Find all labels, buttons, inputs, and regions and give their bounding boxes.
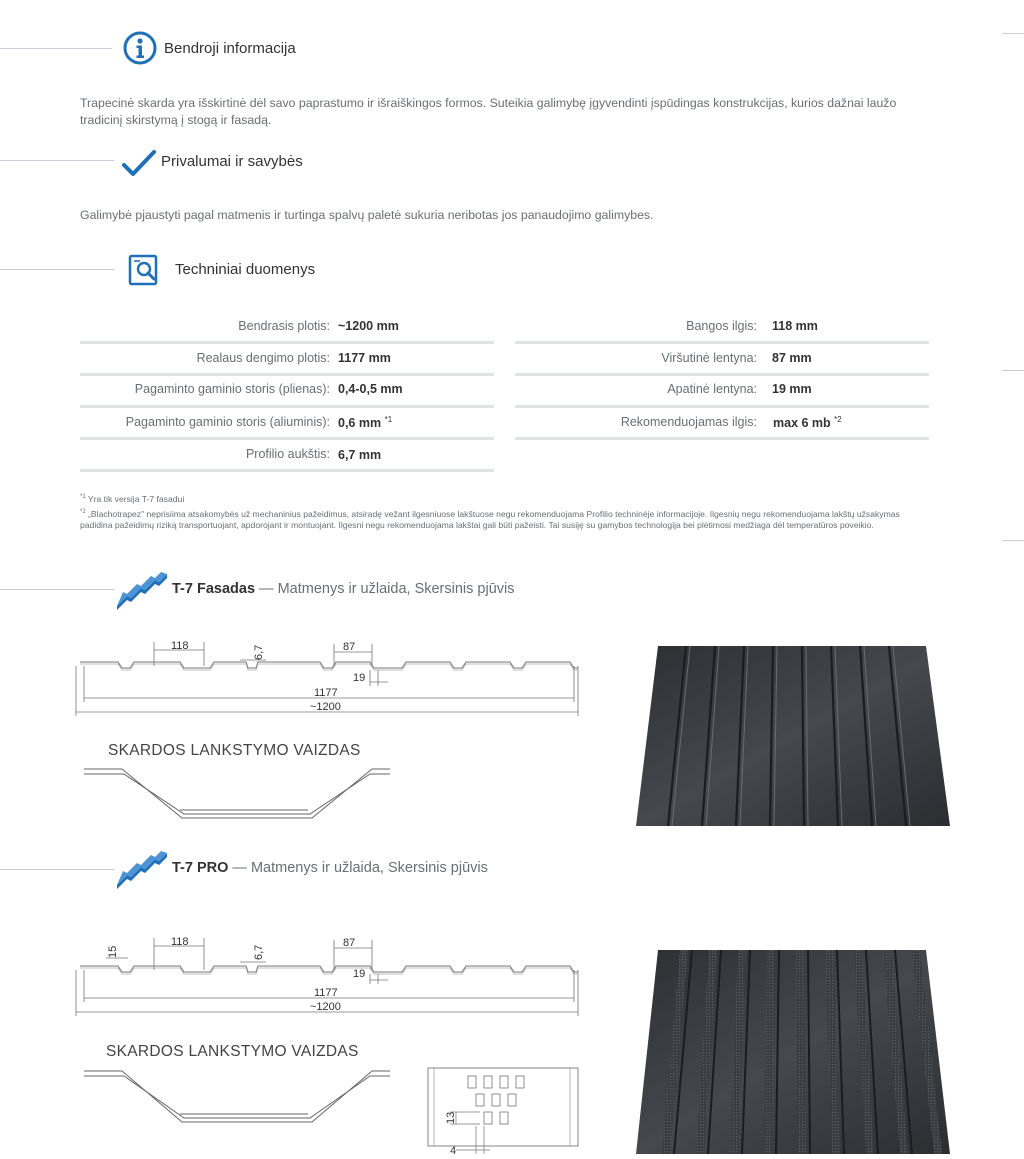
spec-label: Profilio aukštis: <box>245 447 330 461</box>
row-divider <box>515 405 929 408</box>
advantages-description: Galimybė pjaustyti pagal matmenis ir turtinga spalvų paletė sukuria neribotas jos panaudojimo galimybes. <box>80 208 654 222</box>
spec-value-text: 0,6 mm <box>338 416 382 431</box>
footnote-text: Yra tik versija T-7 fasadui <box>85 493 185 504</box>
spec-value <box>773 415 842 430</box>
footnote-2 <box>80 507 930 532</box>
section-title-technical: Techniniai duomenys <box>175 261 316 278</box>
footnote-mark: *1 <box>80 494 86 500</box>
dim-cover-width: 1177 <box>314 987 338 999</box>
dim-wave: 118 <box>171 936 189 948</box>
product-title-t7-pro <box>172 860 488 876</box>
dim-edge: 15 <box>107 945 119 958</box>
spec-value-cell <box>772 376 922 408</box>
info-icon <box>123 31 157 65</box>
bend-view-drawing-t7-fasadas <box>80 762 400 828</box>
spec-label: Viršutinė lentyna: <box>661 351 757 365</box>
bend-view-drawing-t7-pro <box>80 1062 400 1134</box>
document-search-icon <box>128 253 162 287</box>
dim-perf-width: 4 <box>450 1145 457 1157</box>
spec-value-cell <box>338 376 498 408</box>
dim-total-width: ~1200 <box>310 701 341 713</box>
section-rule <box>0 160 114 161</box>
spec-row <box>515 376 757 408</box>
section-rule <box>0 869 114 870</box>
general-description: Trapecinė skarda yra išskirtinė dėl savo paprastumo ir išraiškingos formos. Suteikia galimybę įgyvendinti įspūdingas konstrukcijas, kurios dažnai laužo tradicinį skirstymą į stogą ir fasadą. <box>80 96 897 127</box>
product-photo-t7-fasadas <box>636 642 952 828</box>
spec-label: Bangos ilgis: <box>686 319 757 333</box>
spec-label: Pagaminto gaminio storis (plienas): <box>134 382 330 396</box>
profile-sheet-icon <box>117 572 167 612</box>
dim-height: 6,7 <box>253 644 265 660</box>
dim-height: 6,7 <box>253 944 265 960</box>
row-divider <box>515 341 929 344</box>
product-name: T-7 PRO <box>172 860 229 876</box>
row-divider <box>515 437 929 440</box>
spec-value: ~1200 mm <box>338 319 399 333</box>
dim-bottom-shelf: 19 <box>353 672 366 684</box>
spec-label: Bendrasis plotis: <box>238 319 330 333</box>
product-subtitle: — Matmenys ir užlaida, Skersinis pjūvis <box>228 860 488 876</box>
footnote-mark: *2 <box>80 509 86 515</box>
footnote-ref: *1 <box>384 415 393 424</box>
margin-mark <box>1002 33 1024 34</box>
footnote-1 <box>80 492 930 505</box>
perforation-detail-drawing <box>420 1062 590 1158</box>
product-name: T-7 Fasadas <box>172 581 256 597</box>
spec-value: 118 mm <box>772 319 818 333</box>
margin-mark <box>1002 540 1024 541</box>
dim-top-shelf: 87 <box>343 641 356 653</box>
profile-sheet-icon <box>117 851 167 891</box>
spec-value-text: max 6 mb <box>773 416 831 431</box>
dim-wave: 118 <box>171 640 189 652</box>
footnote-ref: *2 <box>834 415 842 424</box>
spec-value: 6,7 mm <box>338 448 382 462</box>
cross-section-drawing-t7-pro <box>70 928 590 1020</box>
spec-value: 1177 mm <box>338 351 391 365</box>
footnote-text: „Blachotrapez" neprisiima atsakomybės už mechaninius pažeidimus, atsiradę vežant ilgesniuose lakštuose negu rekomenduojama Profilio techninėje informacijoje. Ilgesnių negu rekomenduojama lakštų užsakymas padidina pažeidimų riziką transportuojant, apdorojant ir montuojant. Ilgesni negu rekomenduojama lakštai gali būti pažeisti. Tai susiję su gamybos technologija bei plėtimosi medžiaga dėl temperatūros poveikio. <box>80 508 900 531</box>
checkmark-icon <box>122 148 156 178</box>
section-title-advantages: Privalumai ir savybės <box>161 153 303 170</box>
product-title-t7-fasadas <box>172 581 515 597</box>
margin-mark <box>1002 370 1024 371</box>
product-subtitle: — Matmenys ir užlaida, Skersinis pjūvis <box>255 581 515 597</box>
section-rule <box>0 589 114 590</box>
spec-row <box>80 376 330 408</box>
section-title-general: Bendroji informacija <box>164 40 296 57</box>
dim-total-width: ~1200 <box>310 1001 341 1013</box>
spec-value: 0,4-0,5 mm <box>338 382 403 396</box>
spec-label: Apatinė lentyna: <box>667 382 757 396</box>
row-divider <box>80 405 494 408</box>
dim-bottom-shelf: 19 <box>353 968 366 980</box>
dim-perf-height: 13 <box>445 1111 457 1124</box>
spec-value <box>338 415 392 430</box>
bend-view-title: SKARDOS LANKSTYMO VAIZDAS <box>108 742 361 759</box>
cross-section-drawing-t7-fasadas <box>70 632 590 722</box>
section-rule <box>0 269 114 270</box>
spec-label: Rekomenduojamas ilgis: <box>620 415 757 429</box>
row-divider <box>80 469 494 472</box>
spec-value: 87 mm <box>772 351 812 365</box>
row-divider <box>80 437 494 440</box>
spec-value: 19 mm <box>772 382 812 396</box>
bend-view-title: SKARDOS LANKSTYMO VAIZDAS <box>106 1043 359 1060</box>
spec-label: Pagaminto gaminio storis (aliuminis): <box>125 415 330 429</box>
product-photo-t7-pro <box>636 946 952 1156</box>
row-divider <box>80 341 494 344</box>
spec-label: Realaus dengimo plotis: <box>196 351 330 365</box>
dim-top-shelf: 87 <box>343 937 356 949</box>
section-rule <box>0 48 112 49</box>
dim-cover-width: 1177 <box>314 687 338 699</box>
